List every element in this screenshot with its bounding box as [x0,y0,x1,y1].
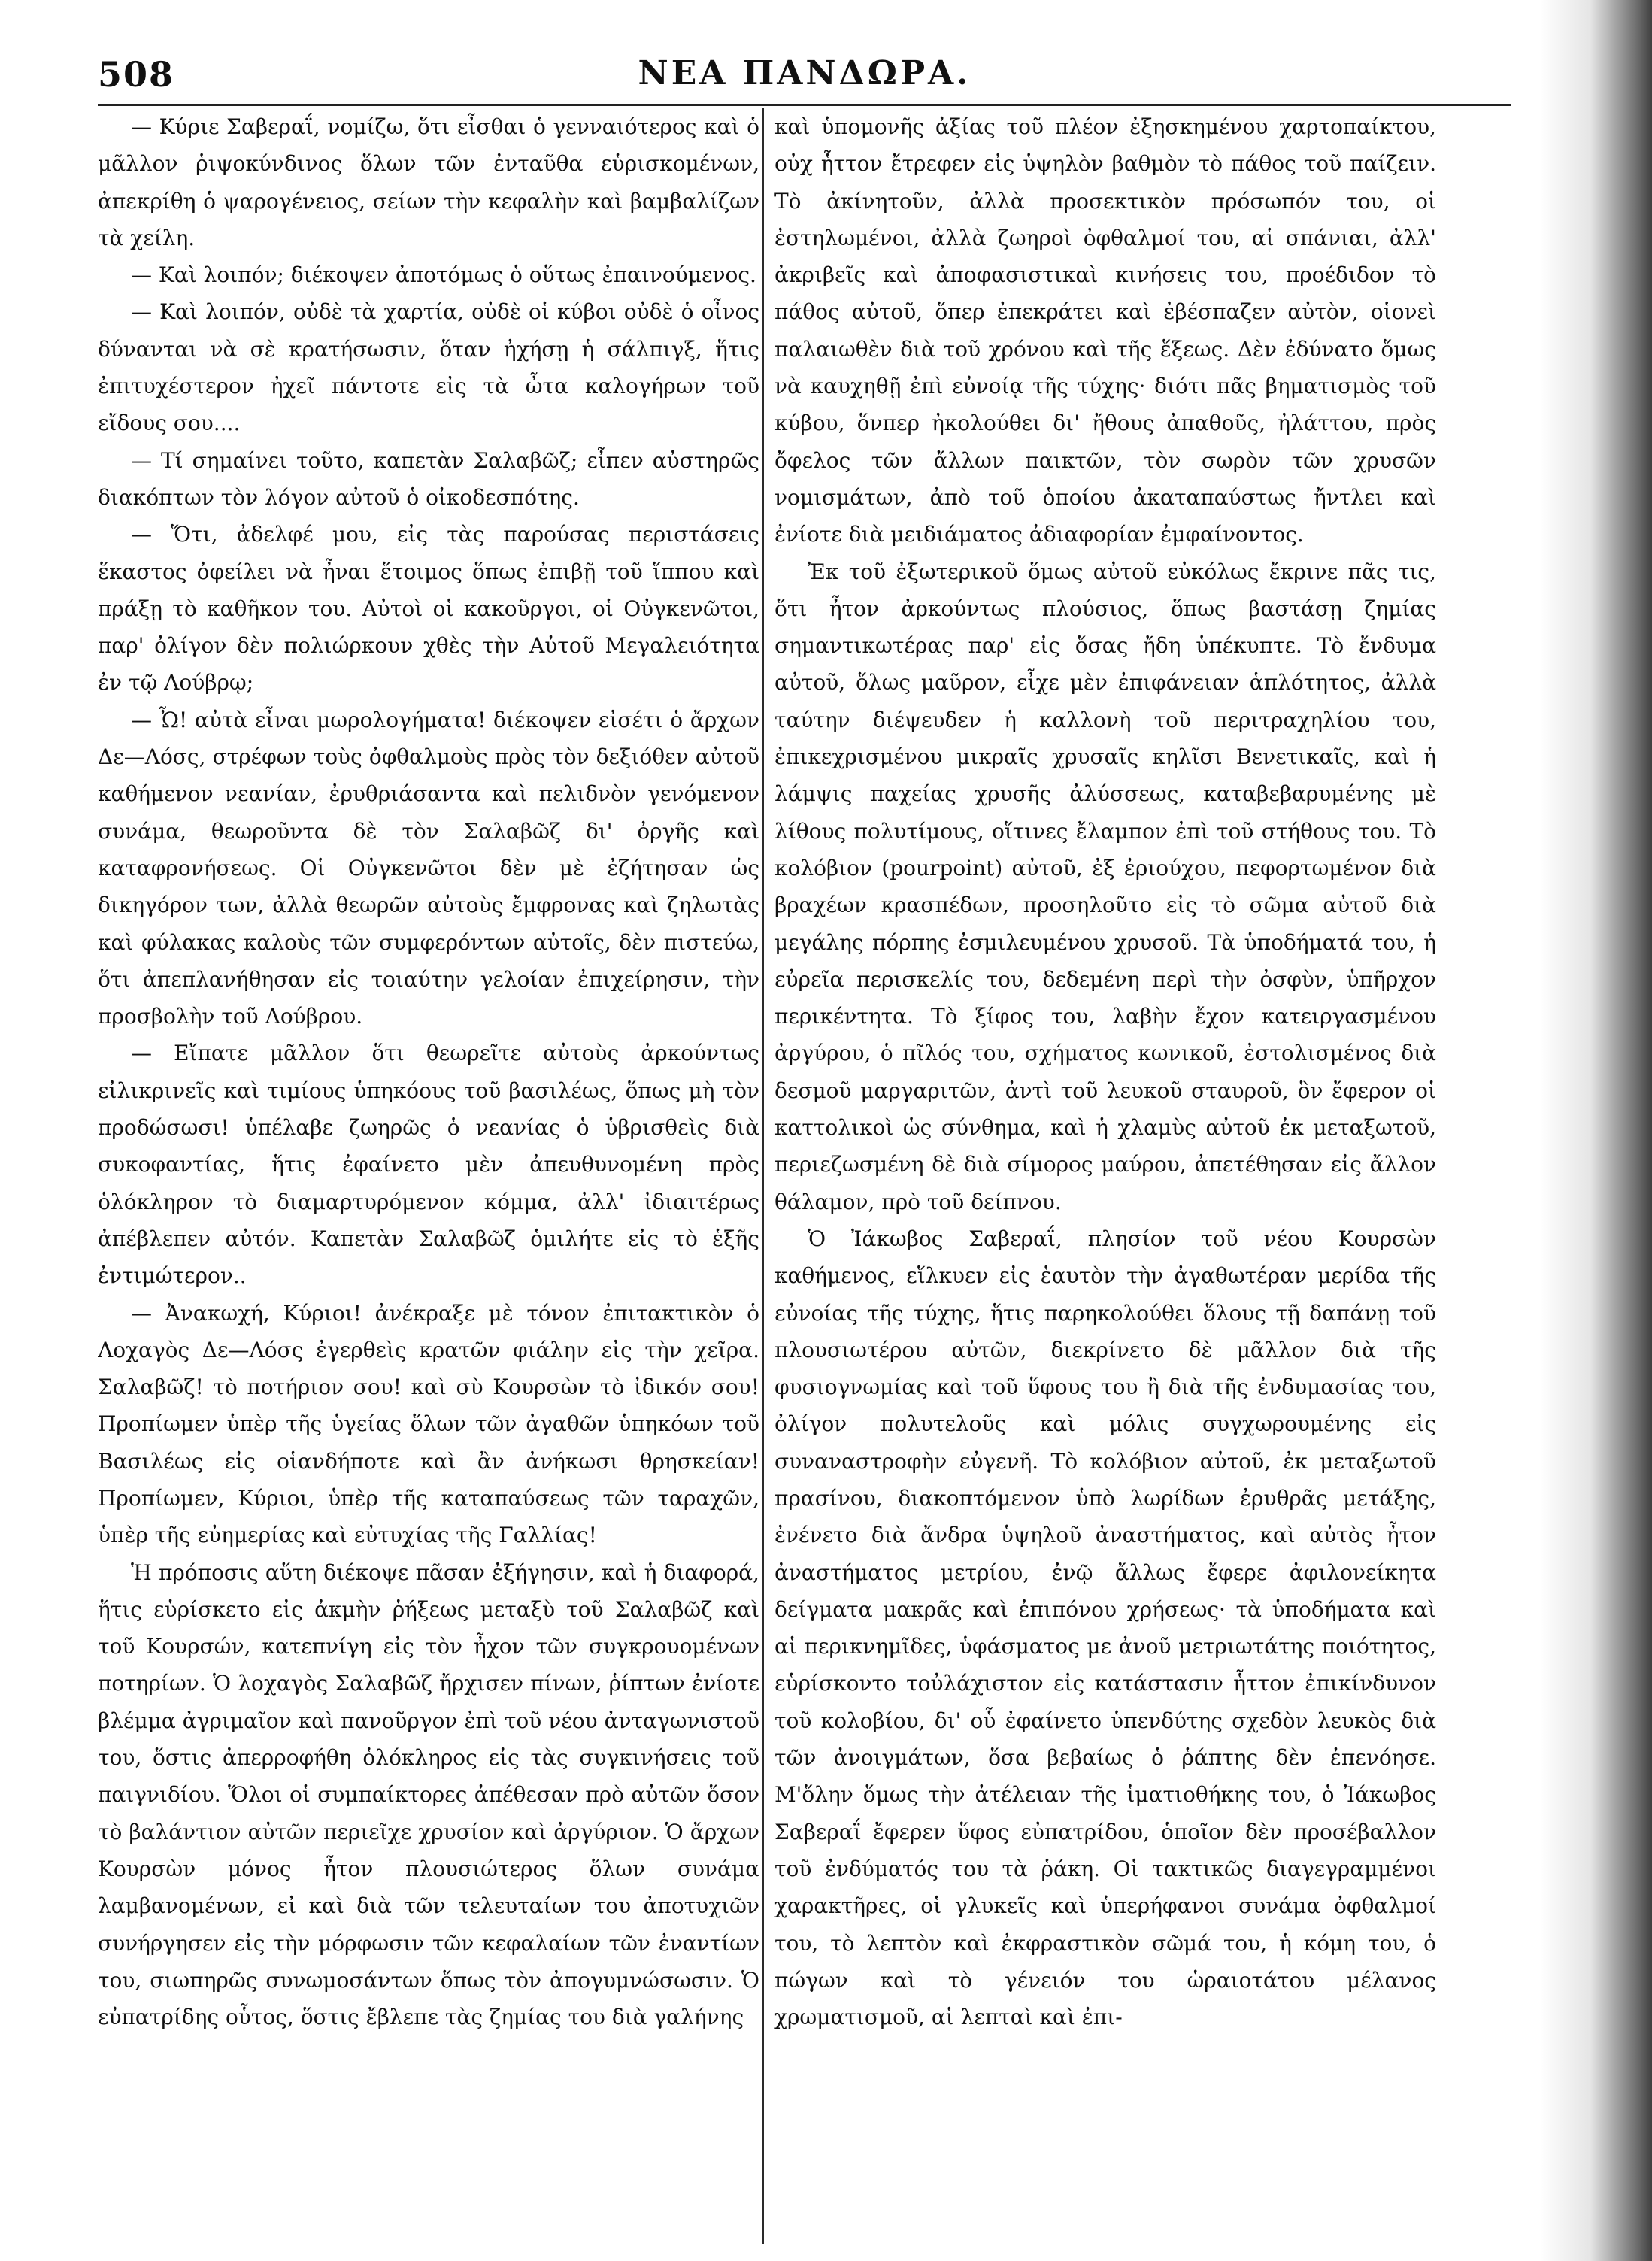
paragraph: — Ὦ! αὐτὰ εἶναι μωρολογήματα! διέκοψεν εἰσέτι ὁ ἄρχων Δε—Λόσς, στρέφων τοὺς ὀφθαλμοὺς πρὸς τὸν δεξιόθεν αὐτοῦ καθήμενον νεανίαν, ἐρυθριάσαντα καὶ πελιδνὸν γενόμενον συνάμα, θεωροῦντα δὲ τὸν Σαλαβῶζ δι' ὀργῆς καὶ καταφρονήσεως. Οἱ Οὐγκενῶτοι δὲν μὲ ἐζήτησαν ὡς δικηγόρον των, ἀλλὰ θεωρῶν αὐτοὺς ἔμφρονας καὶ ζηλωτὰς καὶ φύλακας καλοὺς τῶν συμφερόντων αὐτοῖς, δὲν πιστεύω, ὅτι ἀπεπλανήθησαν εἰς τοιαύτην γελοίαν ἐπιχείρησιν, τὴν προσβολὴν τοῦ Λούβρου. [98,707,759,1029]
paragraph: Ἐκ τοῦ ἐξωτερικοῦ ὅμως αὐτοῦ εὐκόλως ἔκρινε πᾶς τις, ὅτι ἦτον ἀρκούντως πλούσιος, ὅπως βαστάσῃ ζημίας σημαντικωτέρας παρ' εἰς ὅσας ἤδη ὑπέκυπτε. Τὸ ἔνδυμα αὐτοῦ, ὅλως μαῦρον, εἶχε μὲν ἐπιφάνειαν ἁπλότητος, ἀλλὰ ταύτην διέψευδεν ἡ καλλονὴ τοῦ περιτραχηλίου του, ἐπικεχρισμένου μικραῖς χρυσαῖς κηλῖσι Βενετικαῖς, καὶ ἡ λάμψις παχείας χρυσῆς ἀλύσσεως, καταβεβαρυμένης μὲ λίθους πολυτίμους, οἵτινες ἔλαμπον ἐπὶ τοῦ στήθους του. Τὸ κολόβιον (pourpoint) αὐτοῦ, ἐξ ἐριούχου, πεφορτωμένον διὰ βραχέων κρασπέδων, προσηλοῦτο εἰς τὸ σῶμα αὐτοῦ διὰ μεγάλης πόρπης ἐσμιλευμένου χρυσοῦ. Τὰ ὑποδήματά του, ἡ εὐρεῖα περισκελίς του, δεδεμένη περὶ τὴν ὀσφὺν, ὑπῆρχον περικέντητα. Τὸ ξίφος του, λαβὴν ἔχον κατειργασμένου ἀργύρου, ὁ πῖλός του, σχήματος κωνικοῦ, ἐστολισμένος διὰ δεσμοῦ μαργαριτῶν, ἀντὶ τοῦ λευκοῦ σταυροῦ, ὃν ἔφερον οἱ καττολικοὶ ὡς σύνθημα, καὶ ἡ χλαμὺς αὐτοῦ ἐκ μεταξωτοῦ, περιεζωσμένη δὲ διὰ σίμορος μαύρου, ἀπετέθησαν εἰς ἄλλον θάλαμον, πρὸ τοῦ δείπνου. [774,559,1436,1214]
left-column [98,108,759,2244]
header-rule [98,104,1511,106]
paragraph: — Κύριε Σαβεραΐ, νομίζω, ὅτι εἶσθαι ὁ γενναιότερος καὶ ὁ μᾶλλον ῥιψοκύνδινος ὅλων τῶν ἐνταῦθα εὑρισκομένων, ἀπεκρίθη ὁ ψαρογένειος, σείων τὴν κεφαλὴν καὶ βαμβαλίζων τὰ χείλη. [98,114,759,250]
page-number: 508 [98,54,175,95]
paragraph: Ἡ πρόποσις αὕτη διέκοψε πᾶσαν ἐξήγησιν, καὶ ἡ διαφορά, ἥτις εὑρίσκετο εἰς ἀκμὴν ῥήξεως μεταξὺ τοῦ Σαλαβῶζ καὶ τοῦ Κουρσών, κατεπνίγη εἰς τὸν ἦχον τῶν συγκρουομένων ποτηρίων. Ὁ λοχαγὸς Σαλαβῶζ ἤρχισεν πίνων, ῥίπτων ἐνίοτε βλέμμα ἀγριμαῖον καὶ πανοῦργον ἐπὶ τοῦ νέου ἀνταγωνιστοῦ του, ὅστις ἀπερροφήθη ὁλόκληρος εἰς τὰς συγκινήσεις τοῦ παιγνιδίου. Ὅλοι οἱ συμπαίκτορες ἀπέθεσαν πρὸ αὐτῶν ὅσον τὸ βαλάντιον αὐτῶν περιεῖχε χρυσίον καὶ ἀργύριον. Ὁ ἄρχων Κουρσὼν μόνος ἦτον πλουσιώτερος ὅλων συνάμα λαμβανομένων, εἰ καὶ διὰ τῶν τελευταίων του ἀποτυχιῶν συνήργησεν εἰς τὴν μόρφωσιν τῶν κεφαλαίων τῶν ἐναντίων του, σιωπηρῶς συνωμοσάντων ὅπως τὸν ἀπογυμνώσωσιν. Ὁ εὐπατρίδης οὗτος, ὅστις ἔβλεπε τὰς ζημίας του διὰ γαλήνης [98,1559,759,2030]
column-divider [762,108,764,2244]
journal-title: ΝΕΑ ΠΑΝΔΩΡΑ. [638,54,971,92]
binding-shadow [1539,0,1652,2261]
page-header [98,54,1511,107]
paragraph: καὶ ὑπομονῆς ἀξίας τοῦ πλέον ἐξησκημένου χαρτοπαίκτου, οὐχ ἧττον ἔτρεφεν εἰς ὑψηλὸν βαθμὸν τὸ πάθος τοῦ παίζειν. Τὸ ἀκίνητοῦν, ἀλλὰ προσεκτικὸν πρόσωπόν του, οἱ ἐστηλωμένοι, ἀλλὰ ζωηροὶ ὀφθαλμοί του, αἱ σπάνιαι, ἀλλ' ἀκριβεῖς καὶ ἀποφασιστικαὶ κινήσεις του, προέδιδον τὸ πάθος αὐτοῦ, ὅπερ ἐπεκράτει καὶ ἐβέσπαζεν αὐτὸν, οἱονεὶ παλαιωθὲν διὰ τοῦ χρόνου καὶ τῆς ἕξεως. Δὲν ἐδύνατο ὅμως νὰ καυχηθῇ ἐπὶ εὐνοίᾳ τῆς τύχης· διότι πᾶς βηματισμὸς τοῦ κύβου, ὅνπερ ἠκολούθει δι' ἤθους ἀπαθοῦς, ἠλάττου, πρὸς ὄφελος τῶν ἄλλων παικτῶν, τὸν σωρὸν τῶν χρυσῶν νομισμάτων, ἀπὸ τοῦ ὁποίου ἀκαταπαύστως ἤντλει καὶ ἐνίοτε διὰ μειδιάματος ἀδιαφορίαν ἐμφαίνοντος. [774,114,1436,547]
paragraph: — Καὶ λοιπόν; διέκοψεν ἀποτόμως ὁ οὕτως ἐπαινούμενος. [131,262,756,288]
paragraph: — Καὶ λοιπόν, οὐδὲ τὰ χαρτία, οὐδὲ οἱ κύβοι οὐδὲ ὁ οἶνος δύνανται νὰ σὲ κρατήσωσιν, ὅταν ἠχήσῃ ἡ σάλπιγξ, ἥτις ἐπιτυχέστερον ἠχεῖ πάντοτε εἰς τὰ ὦτα καλογήρων τοῦ εἴδους σου.... [98,299,759,436]
right-column [774,108,1436,2244]
paragraph: — Τί σημαίνει τοῦτο, καπετὰν Σαλαβῶζ; εἶπεν αὐστηρῶς διακόπτων τὸν λόγον αὐτοῦ ὁ οἰκοδεσπότης. [98,447,759,510]
paragraph: Ὁ Ἰάκωβος Σαβεραΐ, πλησίον τοῦ νέου Κουρσὼν καθήμενος, εἵλκυεν εἰς ἑαυτὸν τὴν ἀγαθωτέραν μερίδα τῆς εὐνοίας τῆς τύχης, ἥτις παρηκολούθει ὅλους τῇ δαπάνῃ τοῦ πλουσιωτέρου αὐτῶν, διεκρίνετο δὲ μᾶλλον διὰ τῆς φυσιογνωμίας καὶ τοῦ ὕφους του ἢ διὰ τῆς ἐνδυμασίας του, ὀλίγον πολυτελοῦς καὶ μόλις συγχωρουμένης εἰς συναναστροφὴν εὐγενῆ. Τὸ κολόβιον αὐτοῦ, ἐκ μεταξωτοῦ πρασίνου, διακοπτόμενον ὑπὸ λωρίδων ἐρυθρᾶς μετάξης, ἐνένετο διὰ ἄνδρα ὑψηλοῦ ἀναστήματος, καὶ αὐτὸς ἦτον ἀναστήματος μετρίου, ἐνῷ ἄλλως ἔφερε ἀφιλονείκητα δείγματα μακρᾶς καὶ ἐπιπόνου χρήσεως· τὰ ὑποδήματα καὶ αἱ περικνημῖδες, ὑφάσματος με ἀνοῦ μετριωτάτης ποιότητος, εὑρίσκοντο τοὐλάχιστον εἰς κατάστασιν ἧττον ἐπικίνδυνον τοῦ κολοβίου, δι' οὗ ἐφαίνετο ὑπενδύτης σχεδὸν λευκὸς διὰ τῶν ἀνοιγμάτων, ὅσα βεβαίως ὁ ῥάπτης δὲν ἐπενόησε. Μ'ὅλην ὅμως τὴν ἀτέλειαν τῆς ἱματιοθήκης του, ὁ Ἰάκωβος Σαβεραΐ ἔφερεν ὕφος εὐπατρίδου, ὁποῖον δὲν προσέβαλλον τοῦ ἐνδύματός του τὰ ῥάκη. Οἱ τακτικῶς διαγεγραμμένοι χαρακτῆρες, οἱ γλυκεῖς καὶ ὑπερήφανοι συνάμα ὀφθαλμοί του, τὸ λεπτὸν καὶ ἐκφραστικὸν σῶμά του, ἡ κόμη του, ὁ πώγων καὶ τὸ γένειόν του ὡραιοτάτου μέλανος χρωματισμοῦ, αἱ λεπταὶ καὶ ἐπι- [774,1226,1436,2030]
paragraph: — Ὅτι, ἀδελφέ μου, εἰς τὰς παρούσας περιστάσεις ἕκαστος ὀφείλει νὰ ἦναι ἕτοιμος ὅπως ἐπιβῇ τοῦ ἵππου καὶ πράξῃ τὸ καθῆκον του. Αὐτοὶ οἱ κακοῦργοι, οἱ Οὐγκενῶτοι, παρ' ὀλίγον δὲν πολιώρκουν χθὲς τὴν Αὐτοῦ Μεγαλειότητα ἐν τῷ Λούβρῳ; [98,522,759,696]
paragraph: — Εἴπατε μᾶλλον ὅτι θεωρεῖτε αὐτοὺς ἀρκούντως εἰλικρινεῖς καὶ τιμίους ὑπηκόους τοῦ βασιλέως, ὅπως μὴ τὸν προδώσωσι! ὑπέλαβε ζωηρῶς ὁ νεανίας ὁ ὑβρισθεὶς διὰ συκοφαντίας, ἥτις ἐφαίνετο μὲν ἀπευθυνομένη πρὸς ὁλόκληρον τὸ διαμαρτυρόμενον κόμμα, ἀλλ' ἰδιαιτέρως ἀπέβλεπεν αὐτόν. Καπετὰν Σαλαβῶζ ὁμιλήτε εἰς τὸ ἑξῆς ἐντιμώτερον.. [98,1041,759,1289]
paragraph: — Ἀνακωχή, Κύριοι! ἀνέκραξε μὲ τόνον ἐπιτακτικὸν ὁ Λοχαγὸς Δε—Λόσς ἐγερθεὶς κρατῶν φιάλην εἰς τὴν χεῖρα. Σαλαβῶζ! τὸ ποτήριον σου! καὶ σὺ Κουρσὼν τὸ ἰδικόν σου! Προπίωμεν ὑπὲρ τῆς ὑγείας ὅλων τῶν ἀγαθῶν ὑπηκόων τοῦ Βασιλέως εἰς οἱανδήποτε καὶ ἂν ἀνήκωσι θρησκείαν! Προπίωμεν, Κύριοι, ὑπὲρ τῆς καταπαύσεως τῶν ταραχῶν, ὑπὲρ τῆς εὐημερίας καὶ εὐτυχίας τῆς Γαλλίας! [98,1300,759,1548]
